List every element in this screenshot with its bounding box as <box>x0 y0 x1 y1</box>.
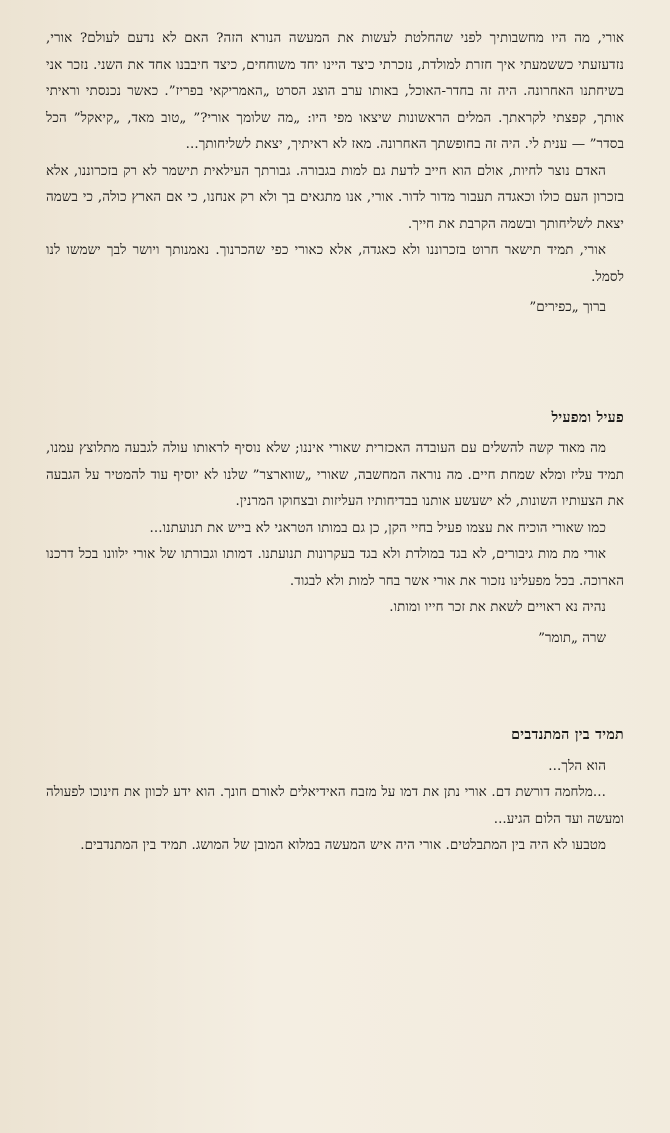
signature: שרה „תומר” <box>538 630 606 646</box>
paragraph: נהיה נא ראויים לשאת את זכר חייו ומותו. <box>389 600 606 615</box>
paragraph: אורי מת מות גיבורים, לא בגד במולדת ולא בגד בעקרונות תנועתנו. דמותו וגבורתו של אורי ילוונו בכל דרכנו הארוכה. בכל מפעלינו נזכור את אורי אשר בחר למות ולא לבגוד. <box>46 547 624 589</box>
paragraph: כמו שאורי הוכיח את עצמו פעיל בחיי הקן, כן גם במותו הטראגי לא בייש את תנועתנו... <box>149 520 606 536</box>
memorial-section-3 <box>46 722 624 860</box>
paragraph: מטבעו לא היה בין המתבלטים. אורי היה איש המעשה במלוא המובן של המושג. תמיד בין המתנדבים. <box>80 838 606 853</box>
section-title: פעיל ומפעיל <box>551 410 624 426</box>
paragraph: אורי, תמיד תישאר חרוט בזכרוננו ולא כאגדה, אלא כאורי כפי שהכרנוך. נאמנותך ויושר לבך ישמשו לנו לסמל. <box>46 243 624 285</box>
paragraph: מה מאוד קשה להשלים עם העובדה האכזרית שאורי איננו; שלא נוסיף לראותו עולה לגבעה מתלוצץ עמנו, תמיד עליז ומלא שמחת חיים. מה נוראה המחשבה, שאורי „שווארצר” שלנו לא יוסיף עוד להמטיר על הגבעה את הצעותיו השונות, לא ישעשע אותנו בבדיחותיו העליזות ובצחוקו המרנין. <box>46 441 624 509</box>
paragraph: ...מלחמה דורשת דם. אורי נתן את דמו על מזבח האידיאלים לאורם חונך. הוא ידע לכוון את חינוכו לפעולה ומעשה ועד הלום הגיע... <box>46 785 624 827</box>
paragraph: אורי, מה היו מחשבותיך לפני שהחלטת לעשות את המעשה הנורא הזה? האם לא נדעם לעולם? אורי, נזדעזעתי כששמעתי איך חזרת למולדת, נזכרתי כיצד היינו יחד משוחחים, כיצד חיבבנו אחד את השני. נזכר אני בשיחתנו האחרונה. היה זה בחדר-האוכל, באותו ערב הוצג הסרט „האמריקאי בפריז”. כאשר נכנסתי וראיתי אותך, קפצתי לקראתך. המלים הראשונות שיצאו מפי היו: „מה שלומך אורי?” „טוב מאד, „קיאקל” הכל בסדר” — ענית לי. היה זה בחופשתך האחרונה. מאז לא ראיתיך, יצאת לשליחותך... <box>46 31 624 152</box>
section-title: תמיד בין המתנדבים <box>511 726 624 743</box>
paragraph: הוא הלך... <box>548 758 606 774</box>
signature: ברוך „כפירים” <box>529 300 606 315</box>
paragraph: האדם נוצר לחיות, אולם הוא חייב לדעת גם למות בגבורה. גבורתך העילאית תישמר לא רק בזכרוננו, אלא בזכרון העם כולו וכאגדה תעבור מדור לדור. אורי, אנו מתגאים בך ולא רק אנחנו, כי אם הארץ כולה, כי בשמה יצאת לשליחותך ובשמה הקרבת את חייך. <box>46 163 624 232</box>
memorial-section-2 <box>46 405 624 652</box>
memorial-section-1 <box>46 26 624 321</box>
